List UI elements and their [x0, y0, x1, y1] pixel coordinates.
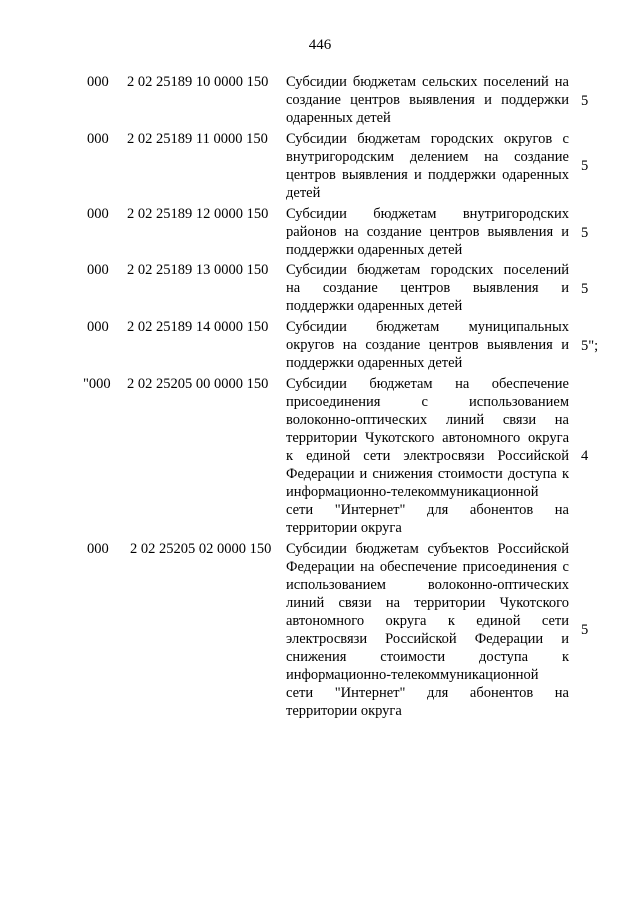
description-line: внутригородским делением на создание — [286, 149, 569, 165]
admin-code: 000 — [87, 319, 109, 335]
budget-code: 2 02 25189 13 0000 150 — [127, 262, 269, 278]
table-row — [0, 540, 640, 720]
amount: 5 — [581, 225, 589, 241]
description-line: сети "Интернет" для абонентов на — [286, 685, 569, 701]
table-row — [0, 205, 640, 259]
description — [286, 318, 569, 372]
table-row — [0, 73, 640, 127]
admin-code: 000 — [87, 262, 109, 278]
description-line: поддержки одаренных детей — [286, 355, 463, 371]
description-line: одаренных детей — [286, 110, 391, 126]
description-line: территории Чукотского автономного округа — [286, 430, 569, 446]
description-line: снижения стоимости доступа к — [286, 649, 569, 665]
description-line: Федерации и снижения стоимости доступа к — [286, 466, 569, 482]
description-line: Субсидии бюджетам на обеспечение — [286, 376, 569, 392]
budget-code: 2 02 25205 00 0000 150 — [127, 376, 269, 392]
description-line: Федерации на обеспечение присоединения с — [286, 559, 569, 575]
budget-code: 2 02 25189 10 0000 150 — [127, 74, 269, 90]
budget-code: 2 02 25205 02 0000 150 — [130, 541, 272, 557]
amount: 5 — [581, 281, 589, 297]
description-line: сети "Интернет" для абонентов на — [286, 502, 569, 518]
description — [286, 130, 569, 202]
description-line: территории округа — [286, 520, 402, 536]
description — [286, 375, 569, 537]
admin-code: 000 — [87, 131, 109, 147]
description-line: волоконно-оптических линий связи на — [286, 412, 569, 428]
description — [286, 261, 569, 315]
amount: 5"; — [581, 338, 599, 354]
description-line: территории округа — [286, 703, 402, 719]
budget-table — [0, 73, 640, 720]
description-line: Субсидии бюджетам сельских поселений на — [286, 74, 569, 90]
description-line: использованием волоконно-оптических — [286, 577, 569, 593]
description-line: присоединения с использованием — [286, 394, 569, 410]
amount: 4 — [581, 448, 589, 464]
amount: 5 — [581, 93, 589, 109]
amount: 5 — [581, 158, 589, 174]
admin-code: 000 — [87, 74, 109, 90]
admin-code: 000 — [87, 541, 109, 557]
admin-code: "000 — [83, 376, 111, 392]
description-line: Субсидии бюджетам субъектов Российской — [286, 541, 569, 557]
description-line: округов на создание центров выявления и — [286, 337, 569, 353]
description-line: к единой сети электросвязи Российской — [286, 448, 569, 464]
description-line: поддержки одаренных детей — [286, 298, 463, 314]
description-line: автономного округа к единой сети — [286, 613, 569, 629]
description-line: Субсидии бюджетам муниципальных — [286, 319, 569, 335]
description-line: детей — [286, 185, 321, 201]
admin-code: 000 — [87, 206, 109, 222]
amount: 5 — [581, 622, 589, 638]
description-line: электросвязи Российской Федерации и — [286, 631, 569, 647]
description-line: центров выявления и поддержки одаренных — [286, 167, 569, 183]
description-line: информационно-телекоммуникационной — [286, 667, 539, 683]
table-row — [0, 130, 640, 202]
budget-code: 2 02 25189 11 0000 150 — [127, 131, 268, 147]
description-line: на создание центров выявления и — [286, 280, 569, 296]
description-line: Субсидии бюджетам городских округов с — [286, 131, 569, 147]
description-line: информационно-телекоммуникационной — [286, 484, 539, 500]
table-row — [0, 261, 640, 315]
description-line: создание центров выявления и поддержки — [286, 92, 569, 108]
description-line: линий связи на территории Чукотского — [286, 595, 569, 611]
table-row — [0, 375, 640, 537]
description-line: Субсидии бюджетам городских поселений — [286, 262, 569, 278]
description-line: районов на создание центров выявления и — [286, 224, 569, 240]
page-number: 446 — [308, 37, 332, 53]
budget-code: 2 02 25189 14 0000 150 — [127, 319, 269, 335]
description — [286, 205, 569, 259]
description — [286, 73, 569, 127]
description-line: Субсидии бюджетам внутригородских — [286, 206, 569, 222]
table-row — [0, 318, 640, 372]
description — [286, 540, 569, 720]
budget-code: 2 02 25189 12 0000 150 — [127, 206, 269, 222]
description-line: поддержки одаренных детей — [286, 242, 463, 258]
